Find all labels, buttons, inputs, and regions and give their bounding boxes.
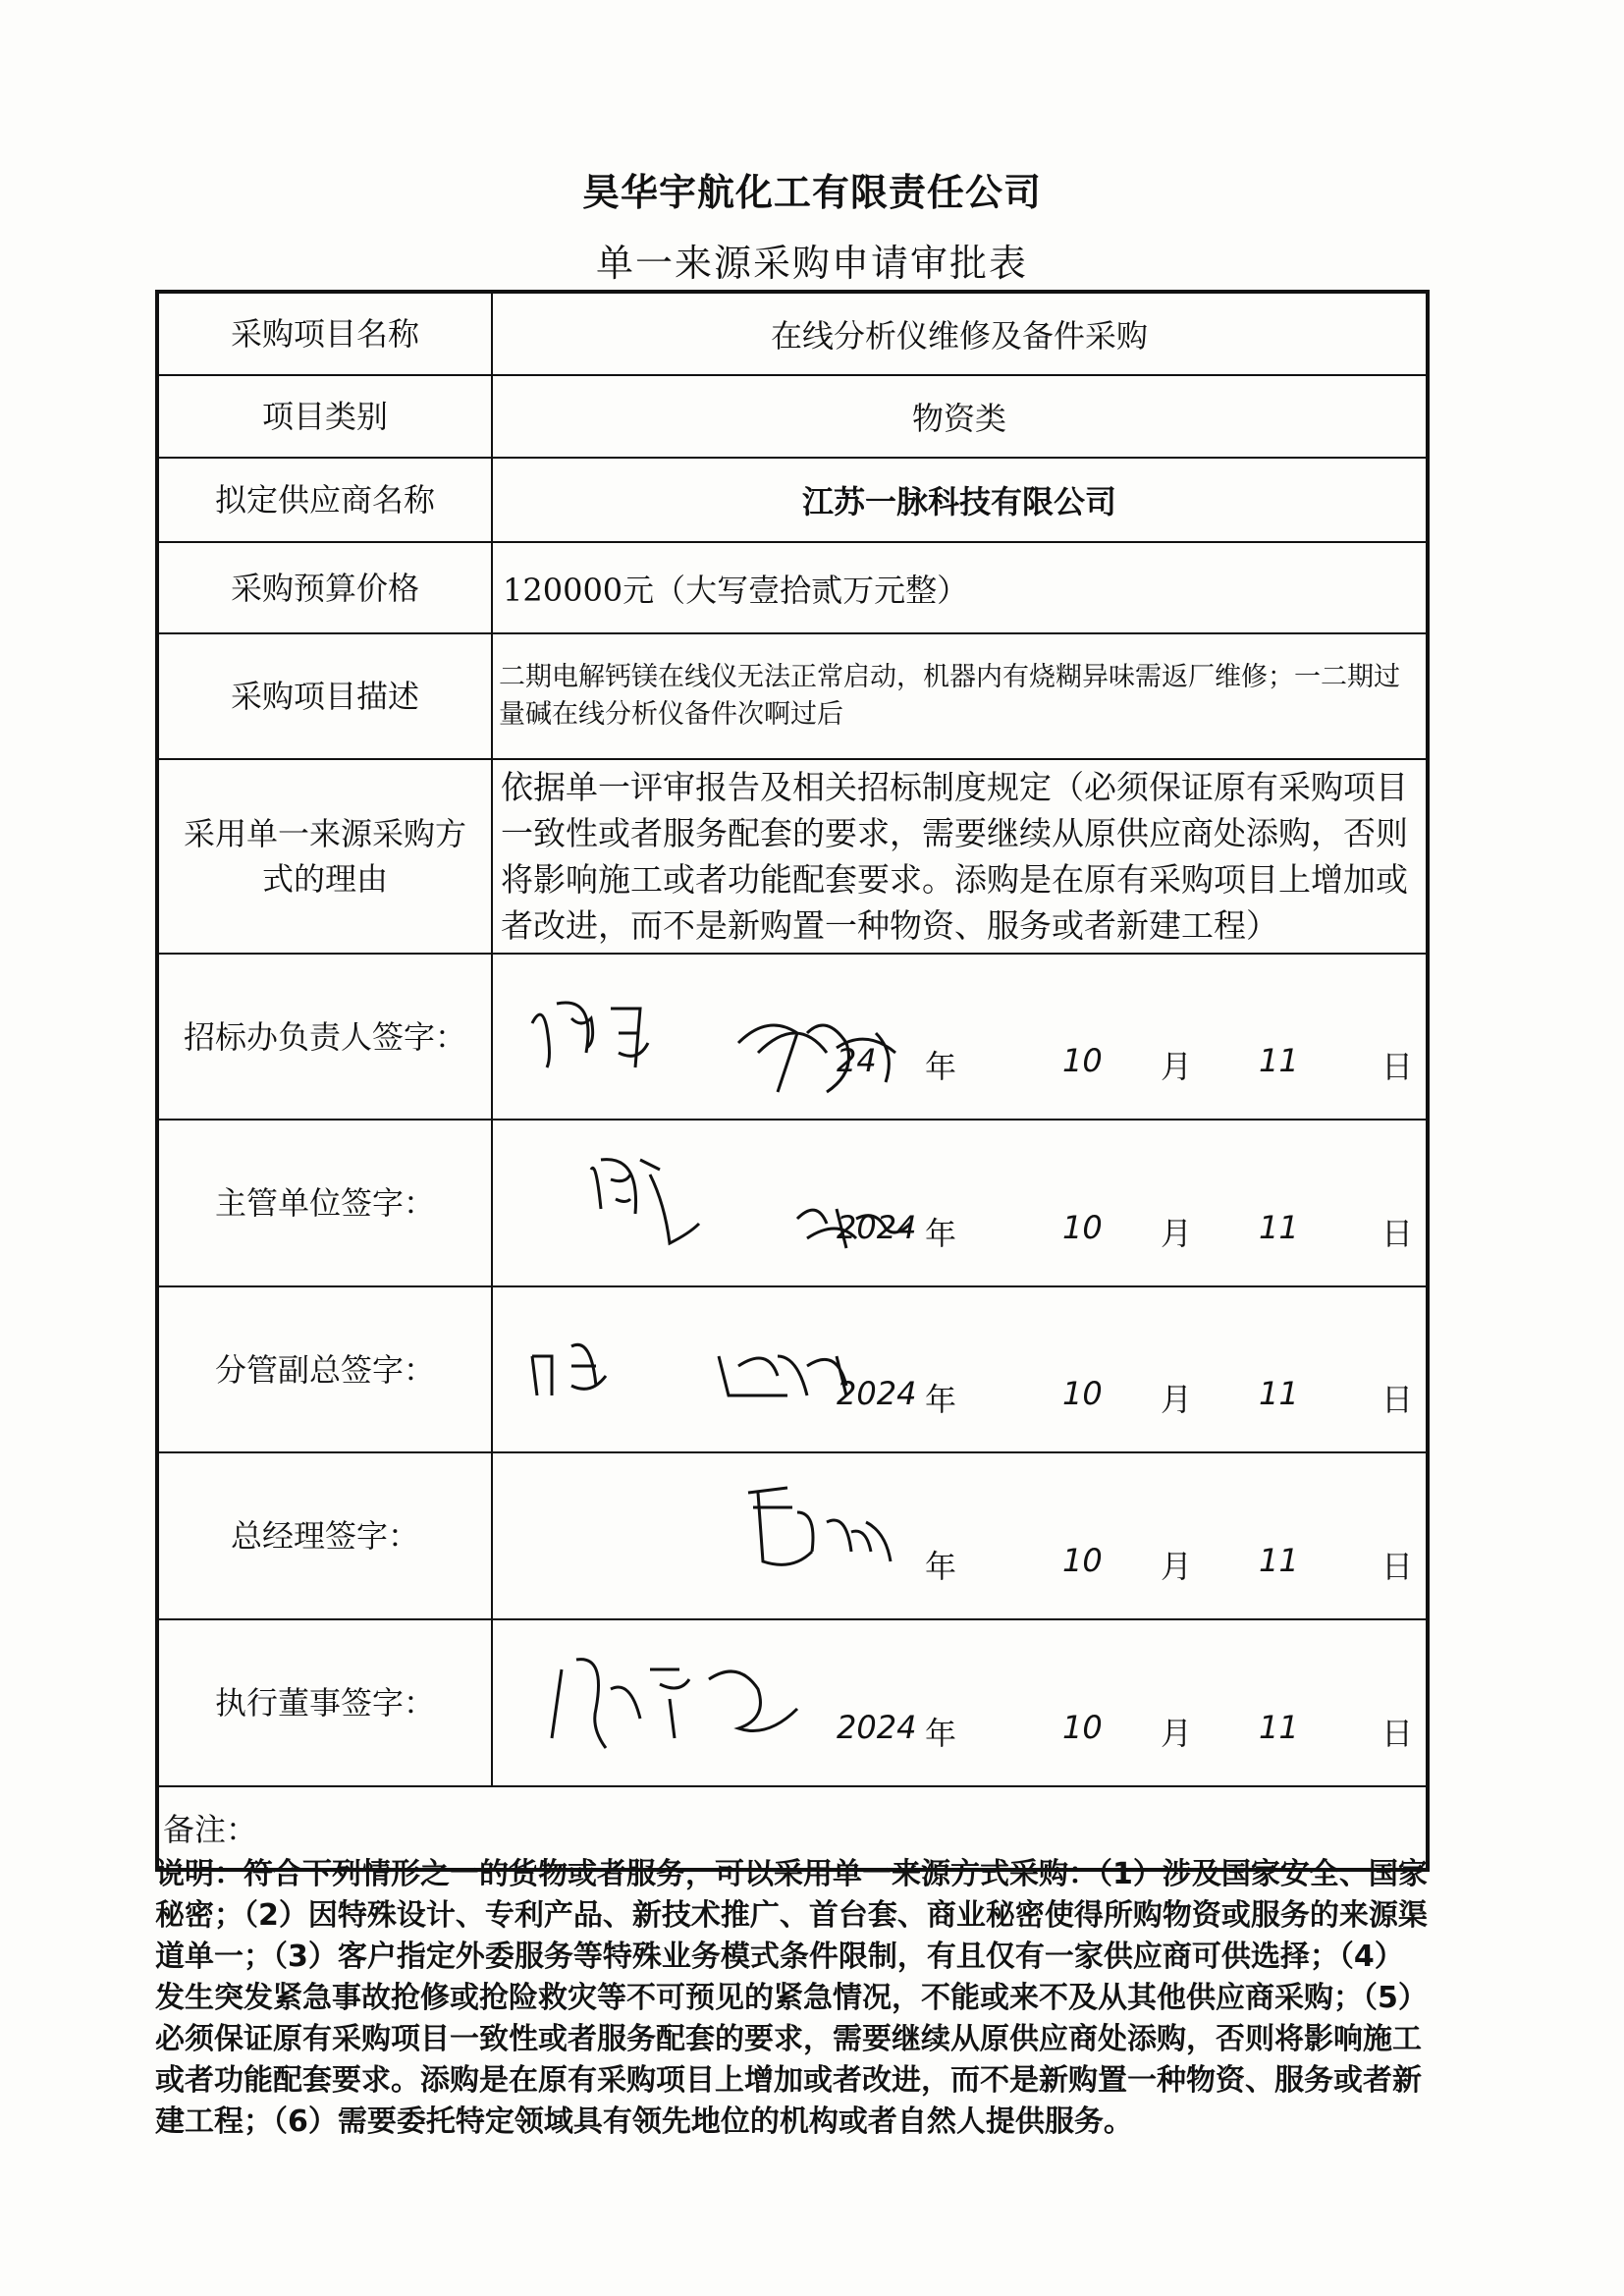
row-supplier <box>157 458 1428 542</box>
bidding-office-date <box>797 1042 1426 1091</box>
year-value: 2024 <box>837 1709 917 1746</box>
project-category-label: 项目类别 <box>157 375 492 458</box>
day-value: 11 <box>1259 1375 1299 1412</box>
day-value: 11 <box>1259 1042 1299 1079</box>
year-label: 年 <box>925 1215 957 1252</box>
description-label: 采购项目描述 <box>157 633 492 759</box>
budget-value: 120000元（大写壹拾贰万元整） <box>492 542 1428 633</box>
supplier-label: 拟定供应商名称 <box>157 458 492 542</box>
bidding-office-sign-cell <box>492 954 1428 1120</box>
month-value: 10 <box>1062 1375 1103 1412</box>
month-label: 月 <box>1161 1381 1193 1418</box>
supervisor-label: 主管单位签字： <box>157 1120 492 1286</box>
day-label: 日 <box>1381 1715 1414 1752</box>
year-value: 24 <box>837 1042 877 1079</box>
row-description <box>157 633 1428 759</box>
year-label: 年 <box>925 1715 957 1752</box>
bidding-office-label: 招标办负责人签字： <box>157 954 492 1120</box>
deputy-sign-cell <box>492 1286 1428 1452</box>
day-label: 日 <box>1381 1215 1414 1252</box>
supplier-value: 江苏一脉科技有限公司 <box>492 458 1428 542</box>
month-label: 月 <box>1161 1048 1193 1085</box>
year-label: 年 <box>925 1381 957 1418</box>
month-value: 10 <box>1062 1042 1103 1079</box>
row-sign-gm <box>157 1452 1428 1619</box>
month-label: 月 <box>1161 1715 1193 1752</box>
day-value: 11 <box>1259 1209 1299 1246</box>
gm-date <box>797 1542 1426 1591</box>
month-value: 10 <box>1062 1709 1103 1746</box>
form-title: 单一来源采购申请审批表 <box>595 242 1028 285</box>
year-label: 年 <box>925 1548 957 1585</box>
budget-label: 采购预算价格 <box>157 542 492 633</box>
reason-label: 采用单一来源采购方式的理由 <box>157 759 492 954</box>
day-label: 日 <box>1381 1548 1414 1585</box>
remark-label: 备注： <box>157 1786 1428 1870</box>
day-label: 日 <box>1381 1381 1414 1418</box>
year-value: 2024 <box>837 1209 917 1246</box>
row-sign-director <box>157 1619 1428 1786</box>
row-reason <box>157 759 1428 954</box>
explanation-text: 说明：符合下列情形之一的货物或者服务，可以采用单一来源方式采购：（1）涉及国家安全、国家秘密；（2）因特殊设计、专利产品、新技术推广、首台套、商业秘密使得所购物资或服务的来源渠道单一；（3）客户指定外委服务等特殊业务模式条件限制，有且仅有一家供应商可供选择；（4）发生突发紧急事故抢修或抢险救灾等不可预见的紧急情况，不能或来不及从其他供应商采购；（5）必须保证原有采购项目一致性或者服务配套的要求，需要继续从原供应商处添购，否则将影响施工或者功能配套要求。添购是在原有采购项目上增加或者改进，而不是新购置一种物资、服务或者新建工程；（6）需要委托特定领域具有领先地位的机构或者自然人提供服务。 <box>155 1857 1428 2139</box>
company-title: 昊华宇航化工有限责任公司 <box>581 171 1042 214</box>
day-value: 11 <box>1259 1542 1299 1579</box>
month-value: 10 <box>1062 1209 1103 1246</box>
month-label: 月 <box>1161 1548 1193 1585</box>
month-label: 月 <box>1161 1215 1193 1252</box>
row-sign-deputy <box>157 1286 1428 1452</box>
deputy-date <box>797 1375 1426 1424</box>
director-sign-cell <box>492 1619 1428 1786</box>
row-project-category <box>157 375 1428 458</box>
row-budget <box>157 542 1428 633</box>
approval-table <box>155 290 1430 1872</box>
year-value: 2024 <box>837 1375 917 1412</box>
supervisor-sign-cell <box>492 1120 1428 1286</box>
month-value: 10 <box>1062 1542 1103 1579</box>
year-label: 年 <box>925 1048 957 1085</box>
row-sign-bidding-office <box>157 954 1428 1120</box>
reason-value: 依据单一评审报告及相关招标制度规定（必须保证原有采购项目一致性或者服务配套的要求，需要继续从原供应商处添购，否则将影响施工或者功能配套要求。添购是在原有采购项目上增加或者改进，而不是新购置一种物资、服务或者新建工程） <box>492 759 1428 954</box>
project-name-label: 采购项目名称 <box>157 292 492 375</box>
deputy-label: 分管副总签字： <box>157 1286 492 1452</box>
description-value: 二期电解钙镁在线仪无法正常启动，机器内有烧糊异味需返厂维修；一二期过量碱在线分析仪备件次啊过后 <box>492 633 1428 759</box>
day-value: 11 <box>1259 1709 1299 1746</box>
project-category-value: 物资类 <box>492 375 1428 458</box>
gm-sign-cell <box>492 1452 1428 1619</box>
day-label: 日 <box>1381 1048 1414 1085</box>
director-date <box>797 1709 1426 1758</box>
supervisor-date <box>797 1209 1426 1258</box>
project-name-value: 在线分析仪维修及备件采购 <box>492 292 1428 375</box>
director-label: 执行董事签字： <box>157 1619 492 1786</box>
row-project-name <box>157 292 1428 375</box>
gm-label: 总经理签字： <box>157 1452 492 1619</box>
row-sign-supervisor <box>157 1120 1428 1286</box>
